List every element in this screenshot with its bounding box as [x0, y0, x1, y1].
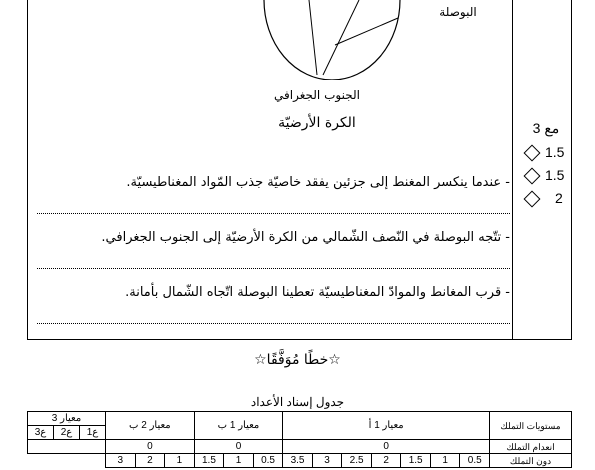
- levels-header: مستويات التملك: [490, 412, 572, 440]
- c3-sub-2: ع2: [54, 426, 80, 440]
- score-diamond-1: [524, 145, 541, 162]
- criterion-label: مع 3: [532, 120, 560, 136]
- c3-sub-3: ع3: [28, 426, 54, 440]
- earth-label: الكرة الأرضيّة: [278, 115, 356, 131]
- statement-2: - تتّجه البوصلة في النّصف الشّمالي من الكرة الأرضيّة إلى الجنوب الجغرافي.: [101, 230, 510, 245]
- cell: 2: [371, 454, 401, 468]
- south-label: الجنوب الجغرافي: [274, 88, 360, 102]
- frame-score-divider: [512, 0, 513, 340]
- table-row: [28, 440, 572, 454]
- cell: 1.5: [401, 454, 431, 468]
- statement-3: - قرب المغانط والموادّ المغناطيسيّة تعطينا البوصلة اتّجاه الشّمال بأمانة.: [125, 285, 510, 300]
- frame-right-border: [571, 0, 572, 340]
- grading-table: [27, 411, 572, 468]
- answer-line-1[interactable]: [37, 213, 510, 214]
- table-header-row: [28, 412, 572, 426]
- answer-line-2[interactable]: [37, 268, 510, 269]
- earth-diagram: [255, 0, 410, 80]
- statement-1: - عندما ينكسر المغنط إلى جزئين يفقد خاصيّة جذب المّواد المغناطيسيّة.: [126, 175, 510, 190]
- table-row: [28, 454, 572, 468]
- cell: 0.5: [253, 454, 283, 468]
- compass-label: البوصلة: [439, 5, 477, 19]
- cell: 0: [106, 440, 195, 454]
- good-luck-text: ☆خطًا مُوَفَّقًا☆: [254, 352, 341, 368]
- frame-bottom-border: [27, 339, 572, 340]
- table-title: جدول إسناد الأعداد: [250, 395, 345, 409]
- score-diamond-2: [524, 168, 541, 185]
- cell: 2: [135, 454, 165, 468]
- cell: 1: [430, 454, 460, 468]
- c3-sub-1: ع1: [80, 426, 106, 440]
- cell: 0: [194, 440, 283, 454]
- criterion-1a-header: معيار 1 أ: [283, 412, 490, 440]
- compass-needle: [335, 18, 398, 45]
- row-label: دون التملك: [490, 454, 572, 468]
- cell: [28, 440, 106, 454]
- criterion-2b-header: معيار 2 ب: [106, 412, 195, 440]
- criterion-3-header: معيار 3: [28, 412, 106, 426]
- cell: 1: [165, 454, 195, 468]
- score-value-2: 1.5: [545, 167, 565, 183]
- earth-outline: [264, 0, 400, 80]
- cell: 1: [224, 454, 254, 468]
- cell: 1.5: [194, 454, 224, 468]
- row-label: انعدام التملك: [490, 440, 572, 454]
- answer-line-3[interactable]: [37, 323, 510, 324]
- cell: 0: [283, 440, 490, 454]
- cell: 3: [106, 454, 136, 468]
- criterion-1b-header: معيار 1 ب: [194, 412, 283, 440]
- score-diamond-3: [524, 191, 541, 208]
- cell: 2.5: [342, 454, 372, 468]
- score-value-1: 1.5: [545, 144, 565, 160]
- meridian-line: [309, 0, 317, 75]
- score-value-3: 2: [555, 190, 563, 206]
- cell: 0.5: [460, 454, 490, 468]
- cell: 3: [312, 454, 342, 468]
- cell: 3.5: [283, 454, 313, 468]
- frame-left-border: [27, 0, 28, 340]
